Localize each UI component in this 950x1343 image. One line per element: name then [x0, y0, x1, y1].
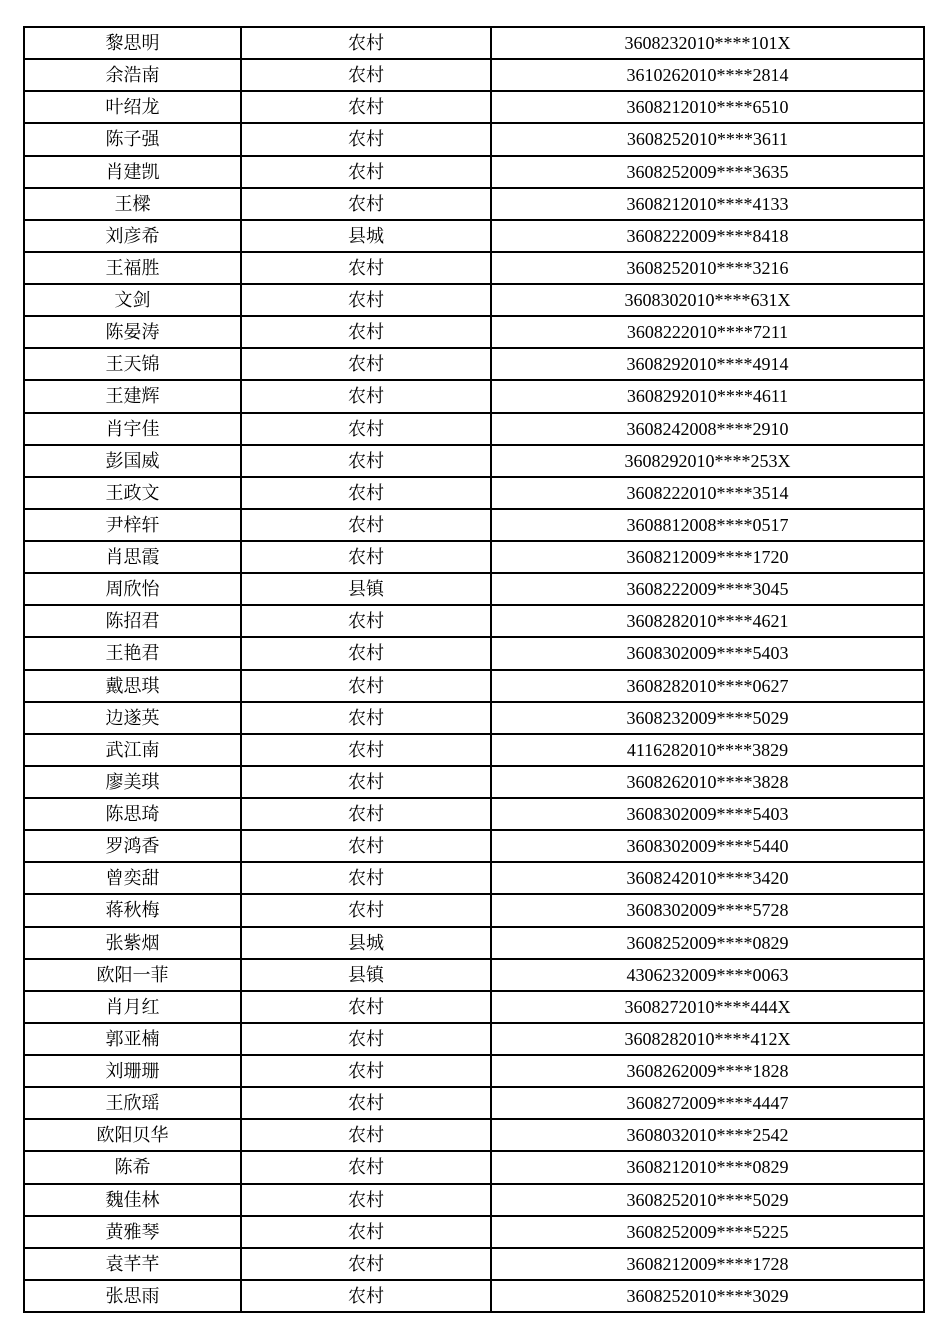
table-row [24, 1055, 924, 1087]
name-cell: 廖美琪 [24, 766, 241, 798]
household-type-cell: 县城 [241, 927, 491, 959]
name-cell: 欧阳贝华 [24, 1119, 241, 1151]
household-type-cell: 农村 [241, 413, 491, 445]
id-number-cell: 3608262010****3828 [491, 766, 924, 798]
id-number-cell: 3608302010****631X [491, 284, 924, 316]
table-row [24, 927, 924, 959]
name-cell: 欧阳一菲 [24, 959, 241, 991]
id-number-cell: 3608242008****2910 [491, 413, 924, 445]
id-number-cell: 3610262010****2814 [491, 59, 924, 91]
name-cell: 刘彦希 [24, 220, 241, 252]
household-type-cell: 农村 [241, 284, 491, 316]
id-number-cell: 3608302009****5403 [491, 798, 924, 830]
name-cell: 边遂英 [24, 702, 241, 734]
table-row [24, 91, 924, 123]
household-type-cell: 农村 [241, 766, 491, 798]
table-row [24, 1184, 924, 1216]
id-number-cell: 3608282010****412X [491, 1023, 924, 1055]
household-type-cell: 农村 [241, 27, 491, 59]
table-row [24, 1119, 924, 1151]
id-number-cell: 3608812008****0517 [491, 509, 924, 541]
household-type-cell: 农村 [241, 541, 491, 573]
household-type-cell: 农村 [241, 348, 491, 380]
id-number-cell: 3608212010****4133 [491, 188, 924, 220]
id-number-cell: 3608292010****4611 [491, 380, 924, 412]
id-number-cell: 3608272009****4447 [491, 1087, 924, 1119]
id-number-cell: 3608212009****1728 [491, 1248, 924, 1280]
name-cell: 刘珊珊 [24, 1055, 241, 1087]
name-cell: 郭亚楠 [24, 1023, 241, 1055]
name-cell: 文剑 [24, 284, 241, 316]
id-number-cell: 3608222010****3514 [491, 477, 924, 509]
table-row [24, 1087, 924, 1119]
household-type-cell: 农村 [241, 830, 491, 862]
household-type-cell: 农村 [241, 380, 491, 412]
table-row [24, 894, 924, 926]
id-number-cell: 3608252010****3611 [491, 123, 924, 155]
table-row [24, 573, 924, 605]
id-number-cell: 3608252010****3216 [491, 252, 924, 284]
table-row [24, 1280, 924, 1312]
name-cell: 张思雨 [24, 1280, 241, 1312]
id-number-cell: 4306232009****0063 [491, 959, 924, 991]
id-number-cell: 3608252010****5029 [491, 1184, 924, 1216]
household-type-cell: 农村 [241, 445, 491, 477]
household-type-cell: 农村 [241, 1023, 491, 1055]
household-type-cell: 农村 [241, 991, 491, 1023]
table-row [24, 830, 924, 862]
table-row [24, 477, 924, 509]
id-number-cell: 3608272010****444X [491, 991, 924, 1023]
name-cell: 余浩南 [24, 59, 241, 91]
household-type-cell: 农村 [241, 702, 491, 734]
name-cell: 肖月红 [24, 991, 241, 1023]
table-row [24, 188, 924, 220]
table-row [24, 605, 924, 637]
id-number-cell: 3608212009****1720 [491, 541, 924, 573]
household-type-cell: 县城 [241, 220, 491, 252]
id-number-cell: 4116282010****3829 [491, 734, 924, 766]
table-row [24, 734, 924, 766]
id-number-cell: 3608222009****8418 [491, 220, 924, 252]
table-row [24, 59, 924, 91]
name-cell: 王政文 [24, 477, 241, 509]
name-cell: 陈思琦 [24, 798, 241, 830]
household-type-cell: 农村 [241, 477, 491, 509]
name-cell: 蒋秋梅 [24, 894, 241, 926]
id-number-cell: 3608282010****0627 [491, 670, 924, 702]
id-number-cell: 3608302009****5403 [491, 637, 924, 669]
household-type-cell: 农村 [241, 1280, 491, 1312]
id-number-cell: 3608262009****1828 [491, 1055, 924, 1087]
id-number-cell: 3608032010****2542 [491, 1119, 924, 1151]
table-row [24, 959, 924, 991]
name-cell: 武江南 [24, 734, 241, 766]
table-row [24, 670, 924, 702]
table-row [24, 862, 924, 894]
name-cell: 叶绍龙 [24, 91, 241, 123]
household-type-cell: 农村 [241, 91, 491, 123]
table-row [24, 702, 924, 734]
name-cell: 彭国威 [24, 445, 241, 477]
name-cell: 王欣瑶 [24, 1087, 241, 1119]
name-cell: 陈子强 [24, 123, 241, 155]
id-number-cell: 3608302009****5440 [491, 830, 924, 862]
id-number-cell: 3608302009****5728 [491, 894, 924, 926]
name-cell: 张紫烟 [24, 927, 241, 959]
name-cell: 王艳君 [24, 637, 241, 669]
table-row [24, 413, 924, 445]
table-row [24, 798, 924, 830]
household-type-cell: 农村 [241, 1055, 491, 1087]
table-row [24, 541, 924, 573]
id-number-cell: 3608212010****6510 [491, 91, 924, 123]
name-cell: 罗鸿香 [24, 830, 241, 862]
household-type-cell: 农村 [241, 1248, 491, 1280]
id-number-cell: 3608222010****7211 [491, 316, 924, 348]
household-type-cell: 农村 [241, 605, 491, 637]
name-cell: 袁芊芊 [24, 1248, 241, 1280]
table-row [24, 348, 924, 380]
id-number-cell: 3608282010****4621 [491, 605, 924, 637]
household-type-cell: 农村 [241, 894, 491, 926]
name-cell: 王天锦 [24, 348, 241, 380]
household-type-cell: 农村 [241, 156, 491, 188]
table-row [24, 156, 924, 188]
name-cell: 周欣怡 [24, 573, 241, 605]
table-row [24, 509, 924, 541]
id-number-cell: 3608252009****5225 [491, 1216, 924, 1248]
table-row [24, 1151, 924, 1183]
table-body [24, 27, 924, 1312]
table-row [24, 316, 924, 348]
household-type-cell: 农村 [241, 1216, 491, 1248]
name-cell: 曾奕甜 [24, 862, 241, 894]
id-number-cell: 3608292010****253X [491, 445, 924, 477]
household-type-cell: 农村 [241, 1087, 491, 1119]
id-number-cell: 3608232009****5029 [491, 702, 924, 734]
household-type-cell: 农村 [241, 862, 491, 894]
table-row [24, 1023, 924, 1055]
table-row [24, 380, 924, 412]
id-number-cell: 3608252009****0829 [491, 927, 924, 959]
name-cell: 陈晏涛 [24, 316, 241, 348]
household-type-cell: 农村 [241, 59, 491, 91]
table-row [24, 637, 924, 669]
name-cell: 戴思琪 [24, 670, 241, 702]
id-number-cell: 3608252010****3029 [491, 1280, 924, 1312]
household-type-cell: 农村 [241, 252, 491, 284]
household-type-cell: 农村 [241, 1184, 491, 1216]
household-type-cell: 农村 [241, 1119, 491, 1151]
table-row [24, 284, 924, 316]
name-cell: 王樑 [24, 188, 241, 220]
household-type-cell: 县镇 [241, 959, 491, 991]
table-row [24, 123, 924, 155]
household-type-cell: 农村 [241, 637, 491, 669]
name-cell: 尹梓轩 [24, 509, 241, 541]
household-type-cell: 农村 [241, 1151, 491, 1183]
id-number-cell: 3608232010****101X [491, 27, 924, 59]
id-number-cell: 3608242010****3420 [491, 862, 924, 894]
table-row [24, 252, 924, 284]
table-row [24, 1248, 924, 1280]
id-number-cell: 3608252009****3635 [491, 156, 924, 188]
name-cell: 魏佳林 [24, 1184, 241, 1216]
household-type-cell: 农村 [241, 123, 491, 155]
household-type-cell: 农村 [241, 734, 491, 766]
table-row [24, 991, 924, 1023]
household-type-cell: 农村 [241, 316, 491, 348]
name-cell: 黎思明 [24, 27, 241, 59]
name-cell: 陈希 [24, 1151, 241, 1183]
table-row [24, 1216, 924, 1248]
household-type-cell: 农村 [241, 188, 491, 220]
name-cell: 王福胜 [24, 252, 241, 284]
id-number-cell: 3608222009****3045 [491, 573, 924, 605]
name-cell: 肖宇佳 [24, 413, 241, 445]
household-type-cell: 农村 [241, 670, 491, 702]
name-cell: 黄雅琴 [24, 1216, 241, 1248]
student-roster-table [23, 26, 925, 1313]
table-row [24, 766, 924, 798]
table-row [24, 220, 924, 252]
table-row [24, 445, 924, 477]
name-cell: 肖思霞 [24, 541, 241, 573]
name-cell: 陈招君 [24, 605, 241, 637]
id-number-cell: 3608292010****4914 [491, 348, 924, 380]
name-cell: 王建辉 [24, 380, 241, 412]
id-number-cell: 3608212010****0829 [491, 1151, 924, 1183]
table-row [24, 27, 924, 59]
name-cell: 肖建凯 [24, 156, 241, 188]
household-type-cell: 县镇 [241, 573, 491, 605]
household-type-cell: 农村 [241, 509, 491, 541]
household-type-cell: 农村 [241, 798, 491, 830]
